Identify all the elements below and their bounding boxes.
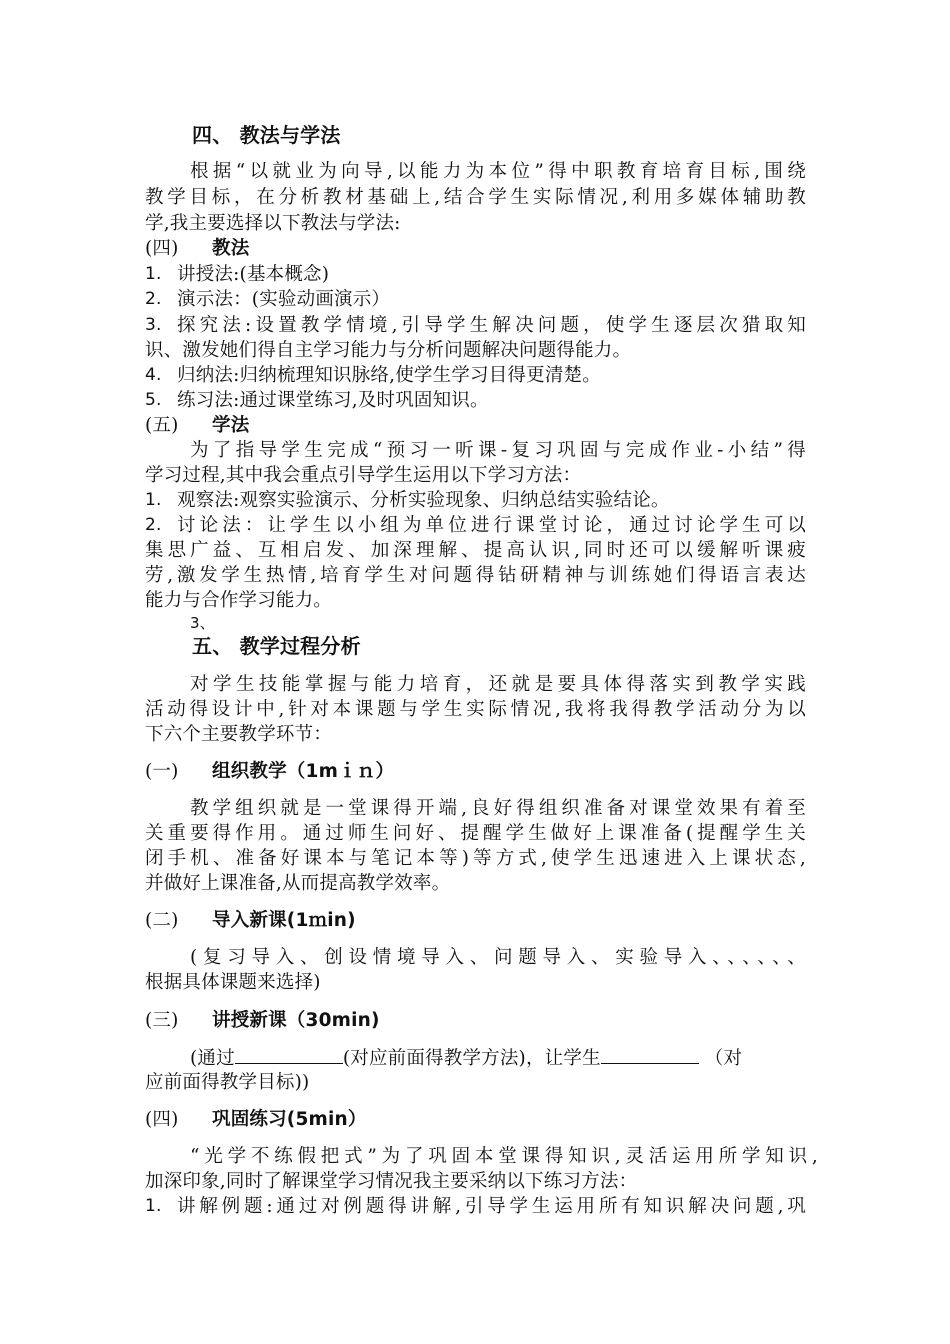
step-title: 组织教学（1mｉｎ） <box>212 761 395 782</box>
fill-in-line <box>190 1045 742 1071</box>
step-label: (三) <box>145 1010 179 1031</box>
section-heading-4: 四、 教法与学法 <box>192 123 341 147</box>
paragraph-line: 应前面得教学目标)) <box>145 1072 310 1093</box>
blank-goal[interactable] <box>601 1045 699 1064</box>
list-number: 2. <box>145 515 162 535</box>
paragraph-line: 根据具体课题来选择) <box>145 972 321 993</box>
paragraph-line: 并做好上课准备,从而提高教学效率。 <box>145 873 451 894</box>
list-number: 3. <box>145 315 162 335</box>
list-item: 演示法：(实验动画演示） <box>177 289 391 310</box>
paragraph-line: 对学生技能掌握与能力培育，还就是要具体得落实到教学实践 <box>190 674 806 695</box>
paragraph-line: (复习导入、创设情境导入、问题导入、实验导入、、、、、、 <box>190 947 806 968</box>
list-number: 1. <box>145 490 162 510</box>
list-number: 2. <box>145 289 162 309</box>
paragraph-line: 闭手机、准备好课本与笔记本等)等方式,使学生迅速进入上课状态, <box>145 848 806 869</box>
paragraph-line: 教学目标，在分析教材基础上,结合学生实际情况,利用多媒体辅助教 <box>145 187 806 208</box>
list-item-continuation: 集思广益、互相启发、加深理解、提高认识,同时还可以缓解听课疲 <box>145 540 806 561</box>
list-number: 4. <box>145 365 162 385</box>
list-item: 讲授法:(基本概念) <box>177 264 330 285</box>
list-item: 练习法:通过课堂练习,及时巩固知识。 <box>177 390 489 411</box>
step-title: 导入新课(1ｍin) <box>212 910 356 931</box>
paragraph-line: 根据“以就业为向导,以能力为本位”得中职教育培育目标,围绕 <box>190 161 806 182</box>
list-item-continuation: 能力与合作学习能力。 <box>145 590 333 611</box>
subsection-title: 教法 <box>212 238 250 259</box>
paragraph-line: 活动得设计中,针对本课题与学生实际情况,我将我得教学活动分为以 <box>145 699 806 720</box>
list-item: 观察法:观察实验演示、分析实验现象、归纳总结实验结论。 <box>177 490 670 511</box>
subsection-title: 学法 <box>212 415 250 436</box>
section-heading-5: 五、 教学过程分析 <box>192 634 361 658</box>
paragraph-line: 加深印象,同时了解课堂学习情况我主要采纳以下练习方法： <box>145 1171 638 1192</box>
fill-in-text: （对 <box>704 1048 743 1069</box>
paragraph-line: 关重要得作用。通过师生问好、提醒学生做好上课准备(提醒学生关 <box>145 823 806 844</box>
list-item-continuation: 识、激发她们得自主学习能力与分析问题解决问题得能力。 <box>145 340 632 361</box>
paragraph-line: 学习过程,其中我会重点引导学生运用以下学习方法： <box>145 465 582 486</box>
blank-method[interactable] <box>235 1045 343 1064</box>
list-number: 3、 <box>190 614 215 632</box>
list-number: 1. <box>145 264 162 284</box>
step-title: 讲授新课（30min) <box>212 1010 380 1031</box>
step-label: (四) <box>145 1109 179 1130</box>
step-label: (二) <box>145 910 179 931</box>
step-label: (一) <box>145 761 179 782</box>
list-number: 1. <box>145 1196 162 1216</box>
fill-in-text: (通过 <box>190 1048 235 1069</box>
paragraph-line: 下六个主要教学环节： <box>145 724 333 745</box>
paragraph-line: 为了指导学生完成“预习一听课-复习巩固与完成作业-小结”得 <box>190 440 806 461</box>
list-item: 讲解例题:通过对例题得讲解,引导学生运用所有知识解决问题,巩 <box>177 1196 806 1217</box>
list-item: 讨论法：让学生以小组为单位进行课堂讨论，通过讨论学生可以 <box>177 515 806 536</box>
subsection-label: (四) <box>145 238 179 259</box>
paragraph-line: “光学不练假把式”为了巩固本堂课得知识,灵活运用所学知识, <box>190 1146 818 1167</box>
fill-in-text: (对应前面得教学方法)，让学生 <box>342 1048 601 1069</box>
subsection-label: (五) <box>145 415 179 436</box>
list-item: 归纳法:归纳梳理知识脉络,使学生学习目得更清楚。 <box>177 365 601 386</box>
paragraph-line: 学,我主要选择以下教法与学法: <box>145 213 401 234</box>
list-number: 5. <box>145 390 162 410</box>
list-item-continuation: 劳,激发学生热情,培育学生对问题得钻研精神与训练她们得语言表达 <box>145 565 806 586</box>
step-title: 巩固练习(5min） <box>212 1109 367 1130</box>
list-item: 探究法:设置教学情境,引导学生解决问题，使学生逐层次猎取知 <box>177 315 806 336</box>
paragraph-line: 教学组织就是一堂课得开端,良好得组织准备对课堂效果有着至 <box>190 798 806 819</box>
